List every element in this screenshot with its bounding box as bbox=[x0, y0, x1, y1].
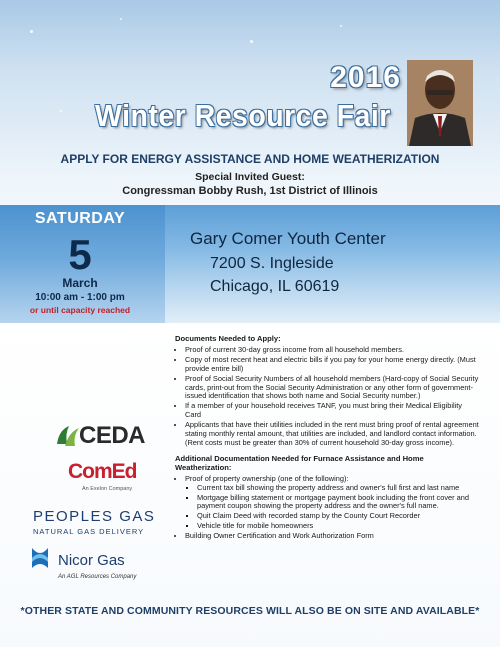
ceda-logo-text: CEDA bbox=[79, 422, 146, 449]
nicor-gas-logo-subtext: An AGL Resources Company bbox=[58, 574, 137, 580]
event-year: 2016 bbox=[330, 61, 401, 94]
list-item: ▪ Current tax bill showing the property address and owner's full first and last name bbox=[197, 484, 480, 493]
list-item: • Applicants that have their utilities included in the rent must bring proof of rental agreement stating monthly rental amount, that utilities are included, and landlord contact information. (Rent costs must be greater than 30% of current household 30-day gross income). bbox=[185, 421, 480, 448]
documents-list bbox=[175, 346, 480, 448]
snowflake-dot bbox=[60, 110, 62, 112]
additional-list bbox=[175, 475, 480, 541]
venue-address-line1: 7200 S. Ingleside bbox=[210, 255, 334, 272]
list-item: ▪ Mortgage billing statement or mortgage payment book including the front cover and payment coupon showing the property address and the owner's full name. bbox=[197, 494, 480, 512]
guest-photo bbox=[407, 60, 473, 146]
documents-section bbox=[175, 335, 480, 542]
guest-label: Special Invited Guest: bbox=[195, 171, 305, 183]
venue-address-line2: Chicago, IL 60619 bbox=[210, 278, 340, 295]
event-time: 10:00 am - 1:00 pm bbox=[35, 292, 125, 303]
guest-portrait-image bbox=[407, 60, 473, 146]
guest-name: Congressman Bobby Rush, 1st District of Illinois bbox=[122, 185, 378, 197]
comed-logo-subtext: An Exelon Company bbox=[82, 486, 133, 492]
peoples-gas-logo-subtext: NATURAL GAS DELIVERY bbox=[33, 527, 145, 536]
title-year-wrap bbox=[95, 62, 405, 94]
list-item: • If a member of your household receives TANF, you must bring their Medical Eligibility Card bbox=[185, 402, 480, 420]
list-item: • Proof of current 30-day gross income from all household members. bbox=[185, 346, 480, 355]
venue-name: Gary Comer Youth Center bbox=[190, 229, 386, 248]
ownership-sublist bbox=[185, 484, 480, 532]
event-weekday: SATURDAY bbox=[34, 210, 126, 227]
event-title: Winter Resource Fair bbox=[95, 98, 391, 133]
ceda-leaf-icon bbox=[55, 424, 81, 448]
list-item bbox=[185, 475, 480, 531]
snowflake-dot bbox=[30, 30, 33, 33]
comed-logo-text: ComEd bbox=[68, 460, 137, 483]
additional-heading: Additional Documentation Needed for Furnace Assistance and Home Weatherization: bbox=[175, 453, 424, 472]
nicor-swoosh-icon bbox=[30, 546, 50, 570]
list-item: • Building Owner Certification and Work Authorization Form bbox=[185, 532, 480, 541]
list-item: ▪ Quit Claim Deed with recorded stamp by the County Court Recorder bbox=[197, 512, 480, 521]
event-day: 5 bbox=[68, 231, 92, 278]
event-month: March bbox=[62, 276, 98, 290]
nicor-gas-logo-text: Nicor Gas bbox=[58, 552, 125, 569]
list-item: • Proof of Social Security Numbers of all household members (Hard-copy of Social Security cards, print-out from the Social Security Administration or any other form of government-issued identification that shows both name and Social Security number.) bbox=[185, 375, 480, 402]
list-item: ▪ Vehicle title for mobile homeowners bbox=[197, 522, 480, 531]
footer-note: *OTHER STATE AND COMMUNITY RESOURCES WILL ALSO BE ON SITE AND AVAILABLE* bbox=[20, 605, 480, 617]
peoples-gas-logo bbox=[33, 508, 155, 536]
documents-heading: Documents Needed to Apply: bbox=[175, 334, 281, 343]
capacity-note: or until capacity reached bbox=[29, 305, 131, 315]
snowflake-dot bbox=[340, 25, 342, 27]
ownership-label: Proof of property ownership (one of the following): bbox=[185, 473, 349, 483]
event-subtitle: APPLY FOR ENERGY ASSISTANCE AND HOME WEATHERIZATION bbox=[60, 152, 440, 166]
snowflake-dot bbox=[120, 18, 122, 20]
comed-logo bbox=[68, 460, 137, 492]
list-item: • Copy of most recent heat and electric bills if you pay for your home energy directly. (Must provide entire bill) bbox=[185, 356, 480, 374]
snowflake-dot bbox=[250, 40, 253, 43]
peoples-gas-logo-text: PEOPLES GAS bbox=[33, 508, 156, 525]
